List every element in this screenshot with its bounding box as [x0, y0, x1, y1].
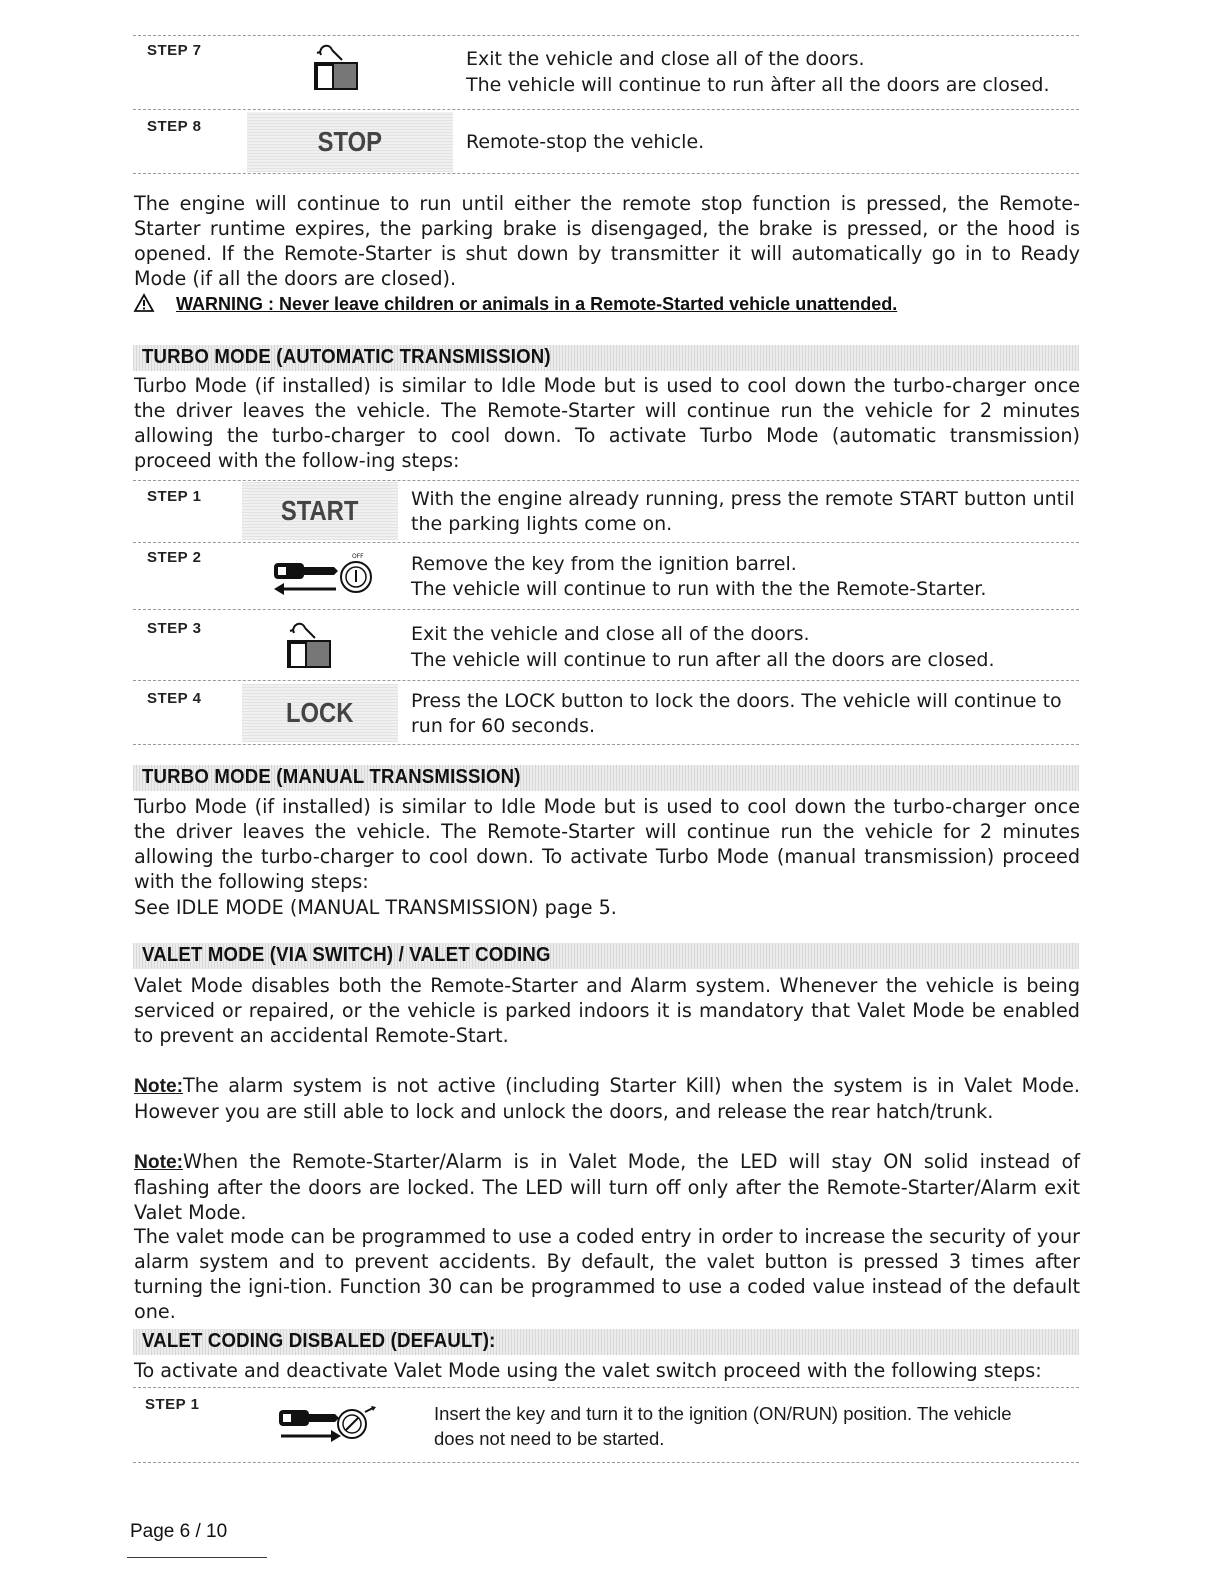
turbo-step-3-line1: Exit the vehicle and close all of the doors. [411, 623, 810, 645]
divider [133, 542, 1079, 543]
turbo-step-1-line1: With the engine already running, press the remote START button until [411, 488, 1075, 510]
divider [133, 480, 1079, 481]
turbo-manual-see: See IDLE MODE (MANUAL TRANSMISSION) page 5. [134, 896, 617, 919]
section-heading-valet: VALET MODE (VIA SWITCH) / VALET CODING [133, 943, 1079, 969]
door-icon [312, 42, 360, 92]
turbo-manual-paragraph: Turbo Mode (if installed) is similar to Idle Mode but is used to cool down the turbo-charger once the driver leaves the vehicle. The Remote-Starter will continue run the vehicle for 2 minutes allowing the turbo-charger to cool down. To activate Turbo Mode (manual transmission) proceed with the following steps: [134, 795, 1080, 893]
divider [133, 609, 1079, 610]
turbo-step-4-label: STEP 4 [147, 690, 202, 707]
divider [133, 35, 1079, 36]
turbo-step-1-line2: the parking lights come on. [411, 513, 673, 535]
section-heading-turbo-manual: TURBO MODE (MANUAL TRANSMISSION) [133, 765, 1079, 791]
turbo-step-2-line1: Remove the key from the ignition barrel. [411, 553, 797, 575]
valet-note-1 [134, 1073, 1080, 1124]
valet-coding-paragraph: To activate and deactivate Valet Mode using the valet switch proceed with the following steps: [134, 1359, 1042, 1382]
door-icon [285, 620, 333, 670]
note-label: Note: [134, 1152, 184, 1173]
stop-button-icon: STOP [247, 112, 453, 172]
note-text: The alarm system is not active (including Starter Kill) when the system is in Valet Mode. However you are still able to lock and unlock the doors, and release the rear hatch/trunk. [134, 1074, 1080, 1123]
valet-step-1-line1: Insert the key and turn it to the ignition (ON/RUN) position. The vehicle [434, 1403, 1012, 1424]
valet-step-1-label: STEP 1 [145, 1396, 200, 1413]
valet-note-2 [134, 1149, 1080, 1225]
start-button-icon: START [242, 482, 398, 540]
section-heading-valet-coding: VALET CODING DISBALED (DEFAULT): [133, 1329, 1079, 1355]
divider [133, 744, 1079, 745]
lock-button-icon: LOCK [242, 684, 398, 742]
turbo-step-4-line1: Press the LOCK button to lock the doors. The vehicle will continue to [411, 690, 1062, 712]
step-7-line1: Exit the vehicle and close all of the doors. [466, 48, 865, 70]
turbo-step-3-label: STEP 3 [147, 620, 202, 637]
valet-step-1-line2: does not need to be started. [434, 1428, 665, 1449]
valet-paragraph: Valet Mode disables both the Remote-Starter and Alarm system. Whenever the vehicle is being serviced or repaired, or the vehicle is parked indoors it is mandatory that Valet Mode be enabled to prevent an accidental Remote-Start. [134, 974, 1080, 1047]
turbo-step-2-line2: The vehicle will continue to run with the the Remote-Starter. [411, 578, 987, 600]
step-7-line2: The vehicle will continue to run àfter all the doors are closed. [466, 74, 1050, 96]
key-insert-icon [277, 1398, 387, 1448]
divider [133, 109, 1079, 110]
divider [133, 173, 1079, 174]
warning-icon [133, 293, 155, 313]
note-label: Note: [134, 1076, 184, 1097]
turbo-step-3-line2: The vehicle will continue to run after all the doors are closed. [411, 649, 995, 671]
divider [133, 680, 1079, 681]
turbo-step-4-line2: run for 60 seconds. [411, 715, 596, 737]
step-8-line1: Remote-stop the vehicle. [466, 131, 705, 153]
step-8-label: STEP 8 [147, 118, 202, 135]
note-text: When the Remote-Starter/Alarm is in Valet Mode, the LED will stay ON solid instead of flashing after the doors are locked. The LED will turn off only after the Remote-Starter/Alarm exit Valet Mode. [134, 1150, 1080, 1224]
engine-paragraph: The engine will continue to run until either the remote stop function is pressed, the Remote-Starter runtime expires, the parking brake is disengaged, the brake is pressed, or the hood is opened. If the Remote-Starter is shut down by transmitter it will automatically go in to Ready Mode (if all the doors are closed). [134, 192, 1080, 290]
page-number: Page 6 / 10 [130, 1521, 228, 1542]
svg-text:OFF: OFF [352, 553, 364, 560]
warning-text: WARNING : Never leave children or animals in a Remote-Started vehicle unattended. [176, 294, 898, 314]
section-heading-turbo-auto: TURBO MODE (AUTOMATIC TRANSMISSION) [133, 345, 1079, 371]
key-remove-icon [272, 551, 376, 601]
valet-paragraph-2: The valet mode can be programmed to use a coded entry in order to increase the security of your alarm system and to prevent accidents. By default, the valet button is pressed 3 times after turning the igni-tion. Function 30 can be programmed to use a coded value instead of the default one. [134, 1225, 1080, 1323]
turbo-step-1-label: STEP 1 [147, 488, 202, 505]
step-7-label: STEP 7 [147, 42, 202, 59]
divider [133, 1387, 1079, 1388]
divider [133, 1462, 1079, 1463]
footer-rule [127, 1557, 267, 1558]
turbo-auto-paragraph: Turbo Mode (if installed) is similar to Idle Mode but is used to cool down the turbo-charger once the driver leaves the vehicle. The Remote-Starter will continue run the vehicle for 2 minutes allowing the turbo-charger to cool down. To activate Turbo Mode (automatic transmission) proceed with the follow-ing steps: [134, 374, 1080, 472]
turbo-step-2-label: STEP 2 [147, 549, 202, 566]
